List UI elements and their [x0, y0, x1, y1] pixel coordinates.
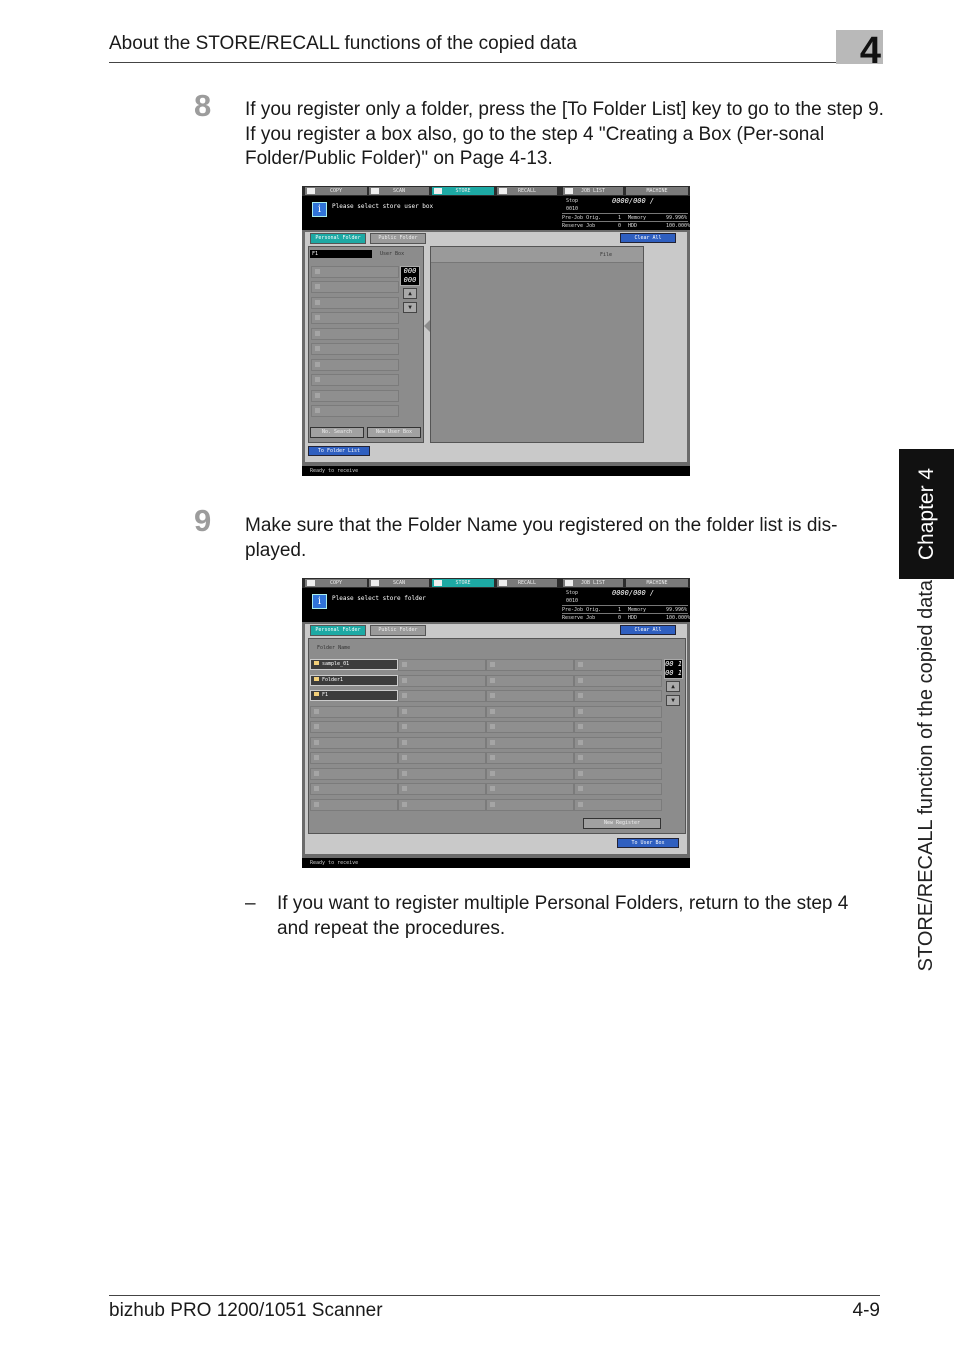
list-item[interactable] — [486, 675, 574, 687]
list-item[interactable] — [398, 799, 486, 811]
list-item[interactable] — [486, 799, 574, 811]
tab-copy[interactable]: COPY — [305, 579, 367, 587]
step-number-9: 9 — [194, 503, 212, 538]
folder-icon — [314, 692, 319, 696]
tab-recall[interactable]: RECALL — [497, 579, 557, 587]
bullet-dash: – — [245, 893, 256, 914]
bullet-text: If you want to register multiple Personal Folders, return to the step 4 and repeat the procedures. — [277, 893, 849, 939]
tab-bar — [302, 186, 690, 196]
list-item[interactable] — [398, 783, 486, 795]
step-text-9: Make sure that the Folder Name you registered on the folder list is dis-played. — [245, 515, 838, 561]
list-item[interactable] — [486, 706, 574, 718]
scroll-down-button[interactable]: ▼ — [403, 302, 417, 313]
job-list-icon — [565, 580, 573, 586]
to-folder-list-button[interactable]: To Folder List — [308, 446, 370, 456]
running-header-title: About the STORE/RECALL functions of the copied data — [109, 33, 577, 54]
folder-button-folder1[interactable]: Folder1 — [310, 675, 398, 686]
folder-name-label: Folder Name — [317, 645, 351, 651]
scroll-up-button[interactable]: ▲ — [666, 681, 680, 692]
list-item[interactable] — [311, 281, 399, 293]
message-text: Please select store folder — [332, 595, 426, 602]
scan-icon — [371, 188, 379, 194]
status-panel: Stop 0000/000 / 0010 Pre-Job Orig. 1 Memory 99.996% Reserve Job 0 HDD 100.000% — [562, 197, 691, 229]
recall-icon — [499, 580, 507, 586]
list-item[interactable] — [398, 675, 486, 687]
stop-label: Stop — [566, 590, 579, 596]
message-bar — [302, 588, 560, 622]
list-item[interactable] — [398, 768, 486, 780]
footer-page-number: 4-9 — [852, 1300, 880, 1321]
info-icon: i — [312, 202, 327, 217]
list-item[interactable] — [574, 721, 662, 733]
file-label: File — [600, 252, 613, 258]
status-panel: Stop 0000/000 / 0010 Pre-Job Orig. 1 Memory 99.996% Reserve Job 0 HDD 100.000% — [562, 589, 691, 621]
folder-icon — [314, 661, 319, 665]
public-folder-tab[interactable]: Public Folder — [370, 625, 426, 636]
list-item[interactable] — [311, 405, 399, 417]
footer-rule — [109, 1295, 880, 1296]
list-item[interactable] — [398, 721, 486, 733]
clear-all-button[interactable]: Clear All — [620, 625, 676, 635]
message-text: Please select store user box — [332, 203, 434, 210]
tab-store[interactable]: STORE — [432, 187, 494, 195]
tab-store[interactable]: STORE — [432, 579, 494, 587]
list-item[interactable] — [398, 659, 486, 671]
list-item[interactable] — [311, 343, 399, 355]
no-search-button[interactable]: No. Search — [310, 427, 364, 438]
list-item[interactable] — [310, 799, 398, 811]
list-item[interactable] — [311, 359, 399, 371]
list-item[interactable] — [574, 675, 662, 687]
tab-recall[interactable]: RECALL — [497, 187, 557, 195]
list-item[interactable] — [398, 706, 486, 718]
copy-icon — [307, 188, 315, 194]
list-item[interactable] — [310, 752, 398, 764]
recall-icon — [499, 188, 507, 194]
list-item[interactable] — [486, 768, 574, 780]
tab-job-list[interactable]: JOB LIST — [563, 187, 623, 195]
list-item[interactable] — [310, 737, 398, 749]
tab-machine[interactable]: MACHINE — [626, 579, 688, 587]
step-text-8: If you register only a folder, press the [To Folder List] key to go to the step 9. If you register a box also, go to the step 4 "Creating a Box (Per-sonal Folder/Public Folder)" on Page 4-13. — [245, 99, 884, 169]
tab-copy[interactable]: COPY — [305, 187, 367, 195]
list-item[interactable] — [310, 783, 398, 795]
list-item[interactable] — [486, 659, 574, 671]
list-item[interactable] — [311, 312, 399, 324]
tab-scan[interactable]: SCAN — [369, 187, 429, 195]
scroll-down-button[interactable]: ▼ — [666, 695, 680, 706]
list-item[interactable] — [398, 690, 486, 702]
list-item[interactable] — [311, 297, 399, 309]
counter-readout: 0000/000 / — [612, 197, 655, 205]
ready-status-bar: Ready to receive — [302, 858, 690, 868]
screenshot-store-user-box — [302, 186, 690, 476]
personal-folder-tab[interactable]: Personal Folder — [310, 233, 366, 244]
store-icon — [434, 580, 442, 586]
list-item[interactable] — [574, 768, 662, 780]
list-item[interactable] — [574, 752, 662, 764]
info-icon: i — [312, 594, 327, 609]
user-number: 0010 — [566, 206, 579, 212]
copy-icon — [307, 580, 315, 586]
list-item[interactable] — [486, 737, 574, 749]
job-list-icon — [565, 188, 573, 194]
folder-button-f1[interactable]: F1 — [310, 690, 398, 701]
list-item[interactable] — [310, 768, 398, 780]
list-item[interactable] — [486, 783, 574, 795]
list-item[interactable] — [310, 721, 398, 733]
list-item[interactable] — [574, 690, 662, 702]
chapter-number-box — [836, 30, 883, 72]
folder-icon — [314, 677, 319, 681]
clear-all-button[interactable]: Clear All — [620, 233, 676, 243]
counter-readout: 0000/000 / — [612, 589, 655, 597]
chapter-number: 4 — [859, 30, 881, 72]
screenshot-store-folder — [302, 578, 690, 868]
tab-machine[interactable]: MACHINE — [626, 187, 688, 195]
section-side-tab — [899, 580, 954, 1060]
list-item[interactable] — [574, 706, 662, 718]
ready-status-bar: Ready to receive — [302, 466, 690, 476]
list-item[interactable] — [311, 390, 399, 402]
scroll-up-button[interactable]: ▲ — [403, 288, 417, 299]
tab-scan[interactable]: SCAN — [369, 579, 429, 587]
message-bar — [302, 196, 560, 230]
file-list-panel — [430, 246, 644, 443]
list-item[interactable] — [574, 799, 662, 811]
header-rule — [109, 62, 880, 63]
list-item[interactable] — [574, 783, 662, 795]
tab-bar — [302, 578, 690, 588]
stop-label: Stop — [566, 198, 579, 204]
scan-icon — [371, 580, 379, 586]
section-side-label: STORE/RECALL function of the copied data — [915, 580, 937, 972]
folder-name-field[interactable]: F1 — [310, 250, 372, 258]
page-counter: 000 000 — [400, 266, 420, 286]
to-user-box-button[interactable]: To User Box — [617, 838, 679, 848]
user-box-label: User Box — [380, 251, 405, 257]
list-item[interactable] — [486, 690, 574, 702]
tab-job-list[interactable]: JOB LIST — [563, 579, 623, 587]
list-item[interactable] — [398, 737, 486, 749]
list-item[interactable] — [486, 721, 574, 733]
footer-product-name: bizhub PRO 1200/1051 Scanner — [109, 1300, 383, 1321]
list-item[interactable] — [574, 659, 662, 671]
new-user-box-button[interactable]: New User Box — [367, 427, 421, 438]
list-item[interactable] — [311, 266, 399, 278]
chapter-side-label: Chapter 4 — [914, 467, 938, 561]
folder-button-sample-01[interactable]: sample_01 — [310, 659, 398, 670]
list-item[interactable] — [310, 706, 398, 718]
list-item[interactable] — [486, 752, 574, 764]
list-item[interactable] — [311, 374, 399, 386]
list-item[interactable] — [398, 752, 486, 764]
store-icon — [434, 188, 442, 194]
new-register-button[interactable]: New Register — [583, 818, 661, 829]
list-item[interactable] — [574, 737, 662, 749]
user-number: 0010 — [566, 598, 579, 604]
page-counter: 00 1 00 1 — [665, 660, 682, 677]
personal-folder-tab[interactable]: Personal Folder — [310, 625, 366, 636]
list-item[interactable] — [311, 328, 399, 340]
step-number-8: 8 — [194, 88, 212, 123]
public-folder-tab[interactable]: Public Folder — [370, 233, 426, 244]
chapter-side-tab — [899, 449, 954, 579]
